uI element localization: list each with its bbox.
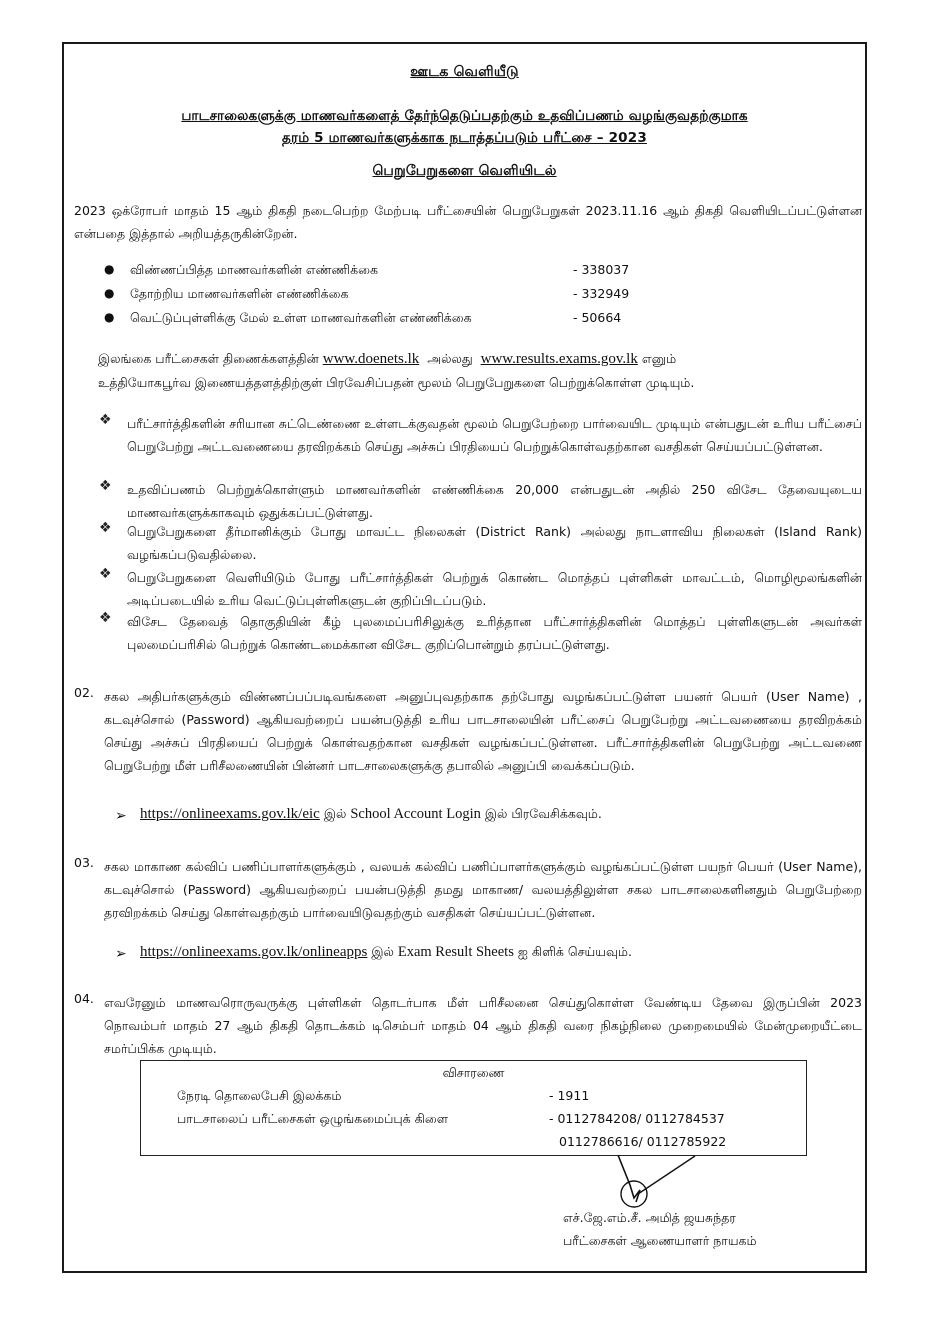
onlineapps-link[interactable]: https://onlineexams.gov.lk/onlineapps <box>140 944 368 960</box>
arrow-bullet-icon: ➢ <box>115 946 127 962</box>
link-mid: இல் <box>323 806 347 821</box>
diamond-bullet-icon: ❖ <box>99 520 112 536</box>
stat-row-applied <box>0 262 938 286</box>
websites-line2: உத்தியோகபூர்வ இணையத்தளத்திற்குள் பிரவேசிப்பதன் மூலம் பெறுபேறுகளை பெற்றுக்கொள்ள முடியும். <box>98 375 695 390</box>
diamond-bullet-icon: ❖ <box>99 412 112 428</box>
link-mid: இல் <box>371 944 394 959</box>
section02-link-line <box>140 806 602 823</box>
stat-label: தோற்றிய மாணவர்களின் எண்ணிக்கை <box>130 286 349 301</box>
signature-mark-icon <box>590 1150 710 1210</box>
section-number: 03. <box>74 855 94 870</box>
note-item: பெறுபேறுகளை தீர்மானிக்கும் போது மாவட்ட நிலைகள் (District Rank) அல்லது நாடளாவிய நிலைகள் (Island Rank) வழங்கப்படுவதில்லை. <box>127 524 862 562</box>
bullet-icon: ● <box>104 262 115 276</box>
stat-label: விண்ணப்பித்த மாணவர்களின் எண்ணிக்கை <box>130 262 378 277</box>
inquiry-title: விசாரணை <box>442 1065 505 1080</box>
stat-value: - 332949 <box>573 286 630 301</box>
bullet-icon: ● <box>104 310 115 324</box>
school-account-login: School Account Login <box>350 806 481 822</box>
signatory-name: எச்.ஜே.எம்.சீ. அமித் ஜயசுந்தர <box>563 1210 736 1225</box>
bullet-icon: ● <box>104 286 115 300</box>
section-number: 02. <box>74 685 94 700</box>
section-number: 04. <box>74 991 94 1006</box>
contact-label: பாடசாலைப் பரீட்சைகள் ஒழுங்கமைப்புக் கிளை <box>177 1111 449 1126</box>
websites-paragraph <box>98 347 828 394</box>
contact-label: நேரடி தொலைபேசி இலக்கம் <box>177 1088 342 1103</box>
section03-link-line <box>140 944 632 961</box>
stat-row-above-cutoff <box>0 310 938 334</box>
diamond-bullet-icon: ❖ <box>99 478 112 494</box>
section04-paragraph: எவரேனும் மாணவரொருவருக்கு புள்ளிகள் தொடர்பாக மீள் பரிசீலனை செய்துகொள்ள வேண்டிய தேவை இருப்பின் 2023 நொவம்பர் மாதம் 27 ஆம் திகதி தொடக்கம் டிசெம்பர் மாதம் 04 ஆம் திகதி வரை நிகழ்நிலை முறைமையில் மேன்முறையீட்டை சமர்ப்பிக்க முடியும். <box>104 995 862 1056</box>
diamond-bullet-icon: ❖ <box>99 566 112 582</box>
exam-title-line1: பாடசாலைகளுக்கு மாணவர்களைத் தேர்ந்தெடுப்பதற்கும் உதவிப்பணம் வழங்குவதற்குமாக <box>181 108 748 124</box>
stat-row-sat <box>0 286 938 310</box>
contact-value: 0112786616/ 0112785922 <box>559 1134 727 1149</box>
contact-value: - 0112784208/ 0112784537 <box>549 1111 725 1126</box>
note-item: பரீட்சார்த்திகளின் சரியான சுட்டெண்ணை உள்ளடக்குவதன் மூலம் பெறுபேற்றை பார்வையிட முடியும் என்பதுடன் உரிய பரீட்சைப் பெறுபேற்று அட்டவணையை தரவிறக்கம் செய்து அச்சுப் பிரதியைப் பெற்றுக்கொள்வதற்கான வசதிகள் செய்யப்பட்டுள்ளன. <box>127 416 862 454</box>
websites-prefix: இலங்கை பரீட்சைகள் திணைக்களத்தின் <box>98 351 319 366</box>
stat-value: - 50664 <box>573 310 622 325</box>
contact-value: - 1911 <box>549 1088 590 1103</box>
note-item: பெறுபேறுகளை வெளியிடும் போது பரீட்சார்த்திகள் பெற்றுக் கொண்ட மொத்தப் புள்ளிகள் மாவட்டம், மொழிமூலங்களின் அடிப்படையில் உரிய வெட்டுப்புள்ளிகளுடன் குறிப்பிடப்படும். <box>127 570 862 608</box>
eic-link[interactable]: https://onlineexams.gov.lk/eic <box>140 806 320 822</box>
press-release-title: ஊடக வெளியீடு <box>410 64 519 80</box>
signatory-role: பரீட்சைகள் ஆணையாளர் நாயகம் <box>563 1233 757 1248</box>
exam-title-line2: தரம் 5 மாணவர்களுக்காக நடாத்தப்படும் பரீட்சை – 2023 <box>282 130 647 146</box>
websites-suffix: எனும் <box>641 351 677 366</box>
stat-label: வெட்டுப்புள்ளிக்கு மேல் உள்ள மாணவர்களின் எண்ணிக்கை <box>130 310 472 325</box>
websites-or: அல்லது <box>427 351 473 366</box>
section02-paragraph: சகல அதிபர்களுக்கும் விண்ணப்பப்படிவங்களை அனுப்புவதற்காக தற்போது வழங்கப்பட்டுள்ள பயனர் பெயர் (User Name) , கடவுச்சொல் (Password) ஆகியவற்றைப் பயன்படுத்தி உரிய பாடசாலையின் பரீட்சைப் பெறுபேற்று அட்டவணையை தரவிறக்கம் செய்து அச்சுப் பிரதியைப் பெற்றுக் கொள்வதற்கான வசதிகள் வழங்கப்பட்டுள்ளன. பரீட்சார்த்திகளின் பெறுபேற்று அட்டவணை பெறுபேற்று மீள் பரிசீலணையின் பின்னர் பாடசாலைகளுக்கு தபாலில் அனுப்பி வைக்கப்படும். <box>104 689 862 773</box>
stat-value: - 338037 <box>573 262 630 277</box>
exam-result-sheets: Exam Result Sheets <box>397 944 514 960</box>
intro-paragraph: 2023 ஒக்ரோபர் மாதம் 15 ஆம் திகதி நடைபெற்ற மேற்படி பரீட்சையின் பெறுபேறுகள் 2023.11.16 ஆம் திகதி வெளியிடப்பட்டுள்ளன என்பதை இத்தால் அறியத்தருகின்றேன். <box>74 203 862 241</box>
diamond-bullet-icon: ❖ <box>99 610 112 626</box>
inquiry-box <box>140 1060 807 1156</box>
arrow-bullet-icon: ➢ <box>115 808 127 824</box>
section-heading: பெறுபேறுகளை வெளியிடல் <box>372 163 557 179</box>
section03-paragraph: சகல மாகாண கல்விப் பணிப்பாளர்களுக்கும் , வலயக் கல்விப் பணிப்பாளர்களுக்கும் வழங்கப்பட்டுள்ள பயநர் பெயர் (User Name), கடவுச்சொல் (Password) ஆகியவற்றைப் பயன்படுத்தி தமது மாகாண/ வலயத்திலுள்ள சகல பாடசாலைகளினதும் பெறுபேற்றை தரவிறக்கம் செய்து கொள்வதற்கும் பார்வையிடுவதற்கும் வசதிகள் செய்யப்பட்டுள்ளன. <box>104 859 862 920</box>
note-item: உதவிப்பணம் பெற்றுக்கொள்ளும் மாணவர்களின் எண்ணிக்கை 20,000 என்பதுடன் அதில் 250 விசேட தேவையுடைய மாணவர்களுக்காகவும் ஒதுக்கப்பட்டுள்ளது. <box>127 482 862 520</box>
link-end: ஐ கிளிக் செய்யவும். <box>517 944 632 959</box>
link-end: இல் பிரவேசிக்கவும். <box>484 806 602 821</box>
doenets-link[interactable]: www.doenets.lk <box>322 351 420 367</box>
note-item: விசேட தேவைத் தொகுதியின் கீழ் புலமைப்பரிசிலுக்கு உரித்தான பரீட்சார்த்திகளின் மொத்தப் புள்ளிகளுடன் அவர்கள் புலமைப்பரிசில் பெற்றுக் கொண்டமைக்கான விசேட குறிப்பொன்றும் தரப்பட்டுள்ளது. <box>127 614 862 652</box>
results-link[interactable]: www.results.exams.gov.lk <box>480 351 638 367</box>
